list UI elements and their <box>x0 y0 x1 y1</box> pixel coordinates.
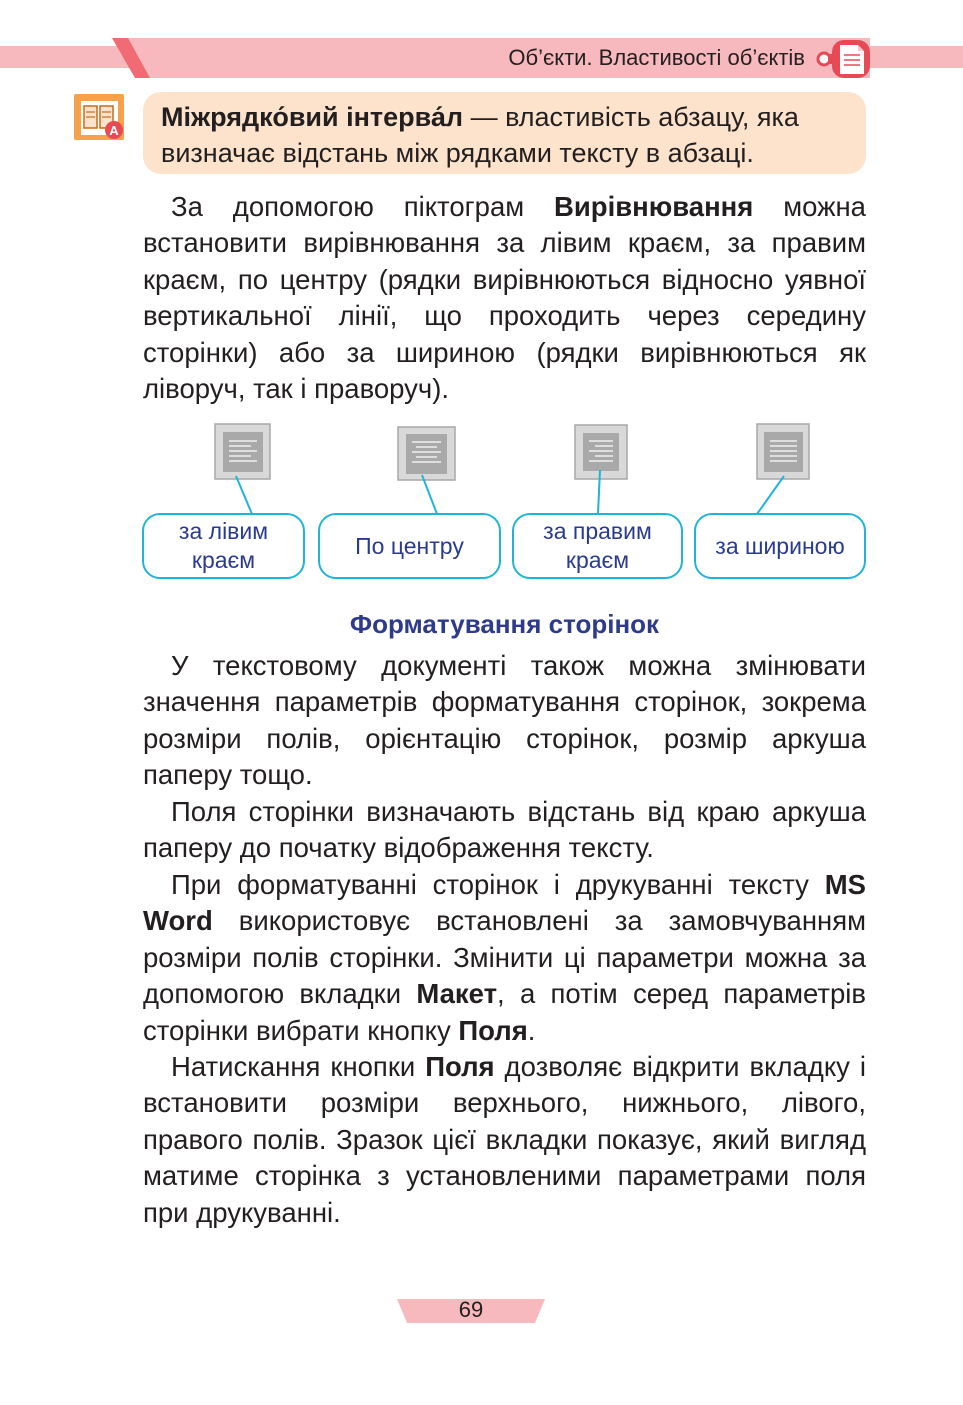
align-left-icon <box>215 424 270 479</box>
definition-text: — властивість абзацу, яка визначає відстань між рядками тексту в абзаці. <box>161 102 799 168</box>
align-right-label <box>512 513 683 579</box>
align-left-label <box>142 513 305 579</box>
intro-text-2: можна встановити вирівнювання за лівим краєм, за правим краєм, по центру (рядки вирівнюються відносно уявної вертикальної лінії, що проходить через середину сторінки) або за шириною (рядки вирівнюються як ліворуч, так і праворуч). <box>143 191 866 405</box>
p3-bold-ms-word: MS Word <box>143 869 866 937</box>
intro-text-1: За допомогою піктограм <box>171 191 555 222</box>
document-icon <box>814 38 874 80</box>
align-left-line2: краєм <box>191 547 256 573</box>
p3-text-3: , а потім серед параметрів сторінки вибрати кнопку <box>143 978 866 1046</box>
align-center-line1: По центру <box>355 532 464 559</box>
align-right-line1: за правим <box>543 518 652 544</box>
align-justify-line1: за шириною <box>715 532 845 559</box>
p3-text-1: При форматуванні сторінок і друкуванні тексту <box>171 869 825 900</box>
p3-text-2: використовує встановлені за замовчуванням розміри полів сторінки. Змінити ці параметри можна за допомогою вкладки <box>143 905 866 1010</box>
p4-bold-margins-button: Поля <box>425 1051 495 1082</box>
section-paragraph-2: Поля сторінки визначають відстань від краю аркуша паперу до початку відображення тексту. <box>143 796 866 864</box>
section-paragraph-1: У текстовому документі також можна змінювати значення параметрів форматування сторінок, зокрема розміри полів, орієнтацію сторінок, розмір аркуша паперу тощо. <box>143 650 866 791</box>
p4-text-2: дозволяє відкрити вкладку і встановити розміри верхнього, нижнього, лівого, правого полів. Зразок цієї вкладки показує, який вигляд матиме сторінка з установленими параметрами поля при друкуванні. <box>143 1051 867 1228</box>
section-paragraph-3 <box>143 867 866 1049</box>
section-title: Форматування сторінок <box>349 609 660 639</box>
running-header-title: Об’єкти. Властивості об’єктів <box>508 45 805 70</box>
align-center-label <box>318 513 501 579</box>
intro-bold-alignment: Вирівнювання <box>554 191 754 222</box>
p3-bold-layout-tab: Макет <box>416 978 498 1010</box>
page-number: 69 <box>458 1297 484 1322</box>
align-justify-label <box>694 513 866 579</box>
section-paragraph-4 <box>143 1049 866 1231</box>
p3-text-4: . <box>527 1014 536 1046</box>
align-center-icon <box>398 427 455 480</box>
definition-box <box>143 92 866 174</box>
align-right-icon <box>575 425 627 479</box>
book-icon <box>72 92 128 144</box>
align-justify-icon <box>757 424 809 479</box>
align-left-line1: за лівим <box>178 518 269 544</box>
p4-text-1: Натискання кнопки <box>171 1051 426 1082</box>
align-right-line2: краєм <box>565 547 630 573</box>
svg-text:A: A <box>109 123 119 138</box>
definition-term: Міжрядко́вий інтерва́л <box>161 102 464 132</box>
intro-paragraph <box>143 189 866 407</box>
p3-bold-margins-button: Поля <box>458 1014 528 1046</box>
